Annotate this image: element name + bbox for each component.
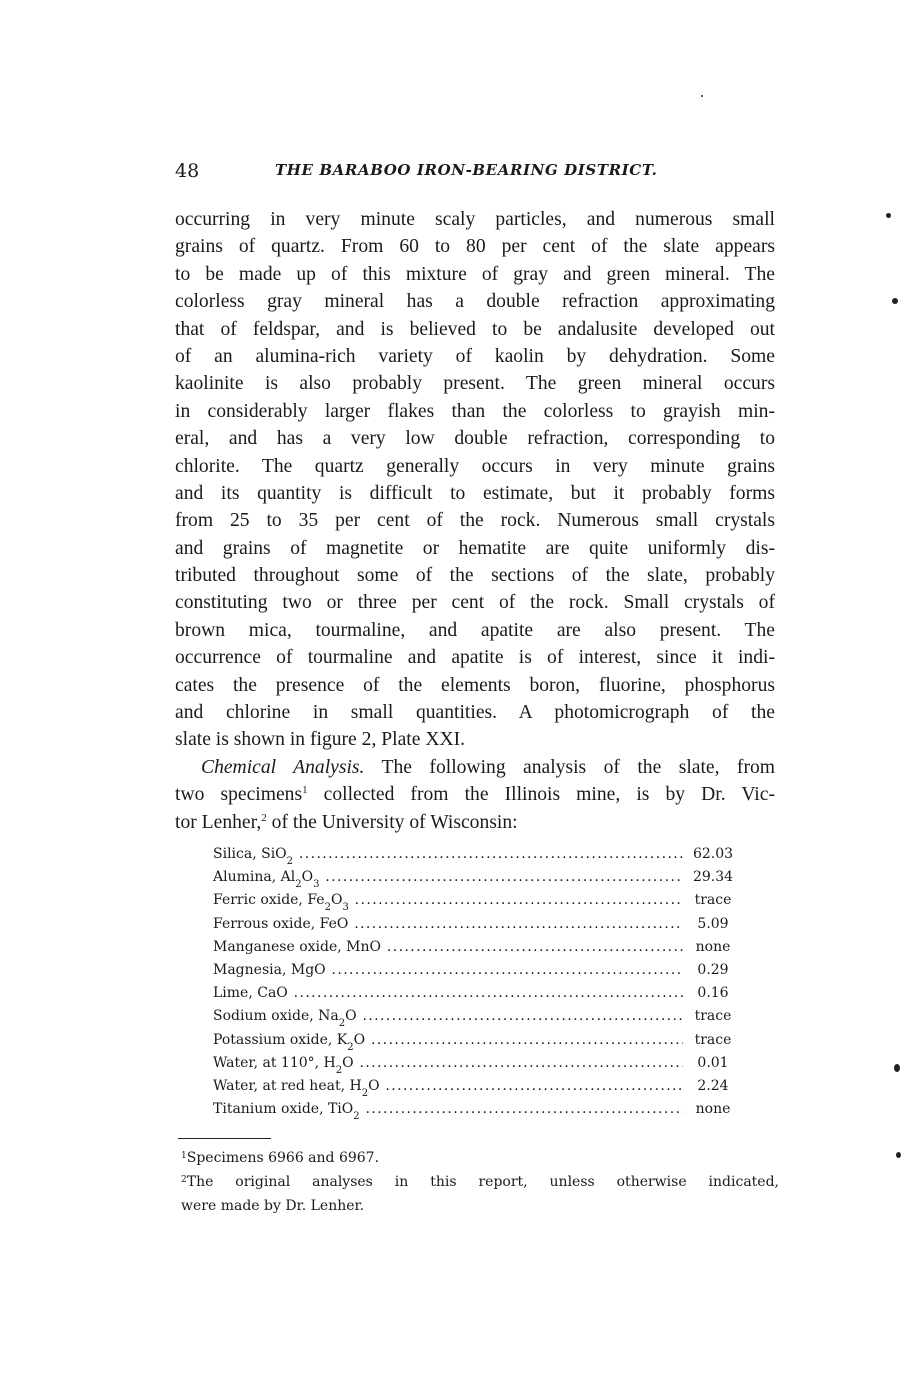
analysis-label: Water, at red heat, $H_2O$ ..... (213, 1075, 683, 1098)
analysis-label: Alumina, $Al_2O_3$ ..... (213, 866, 683, 889)
body-paragraphs (175, 206, 775, 836)
text-line: eral, and has a very low double refraction, corresponding to (175, 428, 775, 450)
analysis-label: Lime, CaO ..... (213, 982, 683, 1005)
text-line: occurring in very minute scaly particles, and numerous small (175, 209, 775, 230)
text-line: and grains of magnetite or hematite are quite uniformly dis- (175, 537, 775, 559)
analysis-label: Manganese oxide, MnO ..... (213, 936, 683, 959)
analysis-intro-line (175, 809, 775, 836)
analysis-value: trace (694, 1031, 732, 1048)
analysis-row (213, 1052, 743, 1075)
text-line: cates the presence of the elements boron, fluorine, phosphorus (175, 674, 775, 696)
analysis-row (213, 913, 743, 936)
analysis-intro-text: collected from the Illinois mine, is by Dr. Vic- (323, 784, 775, 806)
analysis-row (213, 1005, 743, 1028)
analysis-label: Silica, SiO$_2$ ..... (213, 843, 683, 866)
text-line: kaolinite is also probably present. The green mineral occurs (175, 373, 775, 395)
page-number: 48 (175, 160, 200, 182)
text-line: and its quantity is difficult to estimate, but it probably forms (175, 482, 775, 504)
analysis-row (213, 843, 743, 866)
text-line: tributed throughout some of the sections of the slate, probably (175, 565, 775, 587)
analysis-value: 29.34 (692, 869, 734, 886)
analysis-label: Water, at 110°, $H_2O$ ..... (213, 1052, 683, 1075)
text-line: in considerably larger flakes than the colorless to grayish min- (175, 400, 775, 422)
footnote-marker: 1 (181, 1151, 187, 1161)
chemical-analysis-table (213, 843, 743, 1121)
analysis-row (213, 936, 743, 959)
footnote-marker: 2 (181, 1175, 187, 1185)
margin-speck (886, 213, 891, 218)
analysis-label: Ferric oxide, $Fe_2O_3$ ..... (213, 889, 683, 912)
analysis-heading: Chemical Analysis. (201, 756, 365, 778)
margin-speck (701, 95, 703, 97)
footnote-ref: 1 (302, 784, 308, 797)
text-line: occurrence of tourmaline and apatite is of interest, since it indi- (175, 647, 775, 669)
page-header (175, 160, 775, 186)
footnote-text: Specimens 6966 and 6967. (186, 1150, 380, 1166)
footnote-ref: 2 (261, 811, 267, 824)
analysis-row (213, 959, 743, 982)
analysis-value: none (695, 1101, 731, 1118)
text-line: to be made up of this mixture of gray and green mineral. The (175, 263, 775, 285)
text-line: of an alumina-rich variety of kaolin by dehydration. Some (175, 345, 775, 367)
text-line: from 25 to 35 per cent of the rock. Numerous small crystals (175, 510, 775, 532)
footnotes (181, 1146, 779, 1218)
analysis-label: Magnesia, MgO ..... (213, 959, 683, 982)
text-line: slate is shown in figure 2, Plate XXI. (175, 729, 466, 751)
analysis-label: Potassium oxide, $K_2O$ ..... (213, 1029, 683, 1052)
analysis-value: trace (694, 892, 732, 909)
analysis-value: 0.29 (697, 961, 729, 978)
analysis-intro-text: of the University of Wisconsin: (271, 811, 518, 833)
analysis-row (213, 982, 743, 1005)
running-title: THE BARABOO IRON-BEARING DISTRICT. (275, 161, 658, 179)
margin-speck (896, 1152, 901, 1158)
text-line: grains of quartz. From 60 to 80 per cent of the slate appears (175, 236, 775, 258)
footnote-2-cont: were made by Dr. Lenher. (181, 1198, 365, 1214)
analysis-value: 62.03 (692, 846, 734, 862)
analysis-value: 0.16 (697, 985, 729, 1002)
analysis-intro-line (175, 754, 775, 781)
footnote-text: The original analyses in this report, unless otherwise indicated, (186, 1174, 779, 1190)
text-line: brown mica, tourmaline, and apatite are also present. The (175, 619, 775, 641)
analysis-label: Titanium oxide, TiO$_2$ ..... (213, 1098, 683, 1121)
analysis-value: trace (694, 1008, 732, 1025)
text-line: colorless gray mineral has a double refraction approximating (175, 291, 775, 313)
footnote-rule (178, 1138, 271, 1139)
text-line: and chlorine in small quantities. A photomicrograph of the (175, 702, 775, 724)
analysis-row (213, 1098, 743, 1121)
text-line: that of feldspar, and is believed to be andalusite developed out (175, 318, 775, 340)
analysis-value: 2.24 (697, 1077, 729, 1094)
analysis-row (213, 1075, 743, 1098)
text-line: chlorite. The quartz generally occurs in very minute grains (175, 455, 775, 477)
text-line: constituting two or three per cent of the rock. Small crystals of (175, 592, 775, 614)
footnote-1 (181, 1146, 779, 1170)
analysis-intro-line (175, 781, 775, 808)
analysis-intro-text: two specimens (175, 784, 303, 806)
analysis-value: 5.09 (697, 915, 729, 932)
analysis-row (213, 866, 743, 889)
analysis-row (213, 1029, 743, 1052)
analysis-intro-text: tor Lenher, (175, 811, 262, 833)
analysis-value: none (695, 938, 731, 955)
analysis-label: Ferrous oxide, FeO ..... (213, 913, 683, 936)
footnote-2 (181, 1170, 779, 1194)
analysis-value: 0.01 (697, 1054, 729, 1071)
margin-speck (892, 298, 898, 304)
analysis-label: Sodium oxide, $Na_2O$ ..... (213, 1005, 683, 1028)
analysis-row (213, 889, 743, 912)
margin-speck (894, 1064, 900, 1072)
analysis-intro-text: The following analysis of the slate, from (381, 756, 776, 778)
